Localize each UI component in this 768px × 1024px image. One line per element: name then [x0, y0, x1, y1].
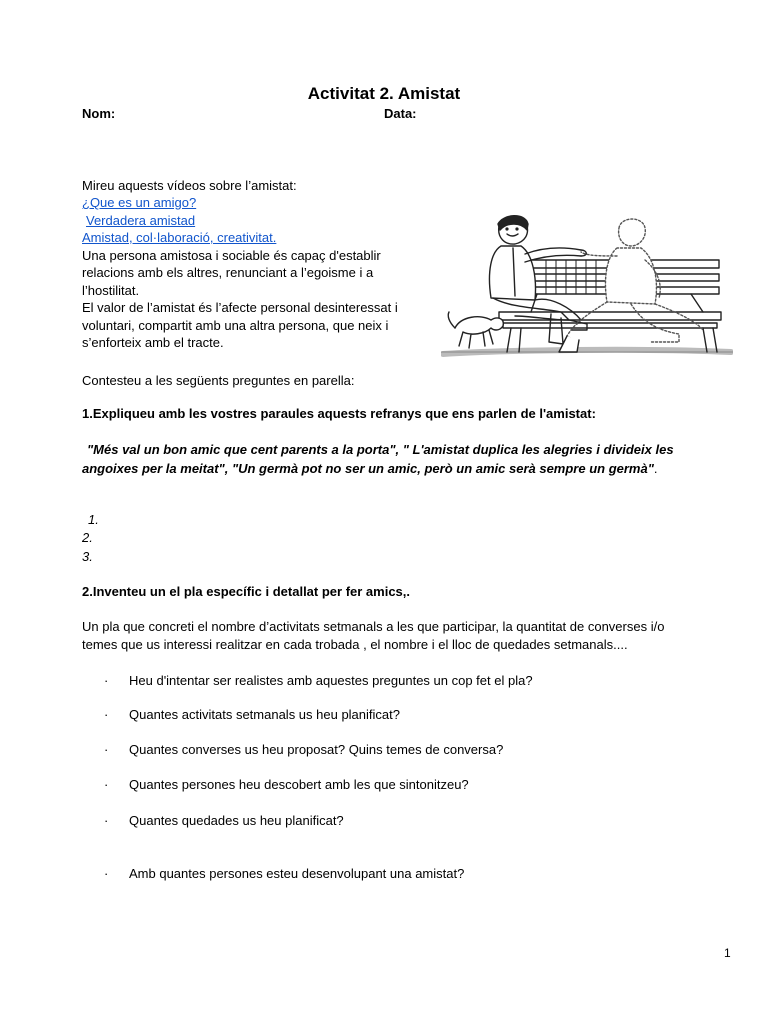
list-item: · Quantes converses us heu proposat? Quins temes de conversa?: [104, 742, 504, 757]
bullet-icon: ·: [104, 707, 109, 722]
bullet-icon: ·: [104, 813, 109, 828]
list-item: · Amb quantes persones esteu desenvolupant una amistat?: [104, 866, 465, 881]
paragraph-line: voluntari, compartit amb una altra persona, que neix i: [82, 318, 389, 333]
question-2-heading: 2.Inventeu un el pla específic i detallat per fer amics,.: [82, 584, 411, 599]
bullet-icon: ·: [104, 866, 109, 881]
proverbs-quote-line: angoixes per la meitat", "Un germà pot no ser un amic, però un amic serà sempre un germà".: [82, 461, 658, 476]
video-link-verdadera-amistad[interactable]: Verdadera amistad: [86, 213, 196, 228]
question-1-heading: 1.Expliqueu amb les vostres paraules aquests refranys que ens parlen de l'amistat:: [82, 406, 596, 421]
video-link-que-es-un-amigo[interactable]: ¿Que es un amigo?: [82, 195, 197, 210]
paragraph-line: l’hostilitat.: [82, 283, 140, 298]
bullet-icon: ·: [104, 673, 109, 688]
plan-description-line: temes que us interessi realitzar en cada trobada , el nombre i el lloc de quedades setmanals....: [82, 637, 628, 652]
list-item: · Quantes activitats setmanals us heu planificat?: [104, 707, 400, 722]
list-item: · Quantes quedades us heu planificat?: [104, 813, 344, 828]
page-title: Activitat 2. Amistat: [307, 84, 461, 103]
page-number: 1: [724, 946, 731, 960]
data-label: Data:: [384, 106, 417, 121]
friends-on-bench-illustration: [441, 212, 733, 358]
answer-number-3: 3.: [82, 549, 93, 564]
paragraph-line: relacions amb els altres, renunciant a l’egoisme i a: [82, 265, 374, 280]
plan-description-line: Un pla que concreti el nombre d’activitats setmanals a les que participar, la quantitat de converses i/o: [82, 619, 665, 634]
proverbs-quote-line: "Més val un bon amic que cent parents a la porta", " L'amistat duplica les alegries i divideix les: [87, 442, 674, 457]
intro-text: Mireu aquests vídeos sobre l’amistat:: [82, 178, 297, 193]
paragraph-line: Una persona amistosa i sociable és capaç d'establir: [82, 248, 381, 263]
bullet-icon: ·: [104, 777, 109, 792]
instruction-text: Contesteu a les següents preguntes en parella:: [82, 373, 355, 388]
nom-label: Nom:: [82, 106, 116, 121]
answer-number-1: 1.: [88, 512, 99, 527]
bullet-icon: ·: [104, 742, 109, 757]
paragraph-line: El valor de l’amistat és l’afecte personal desinteressat i: [82, 300, 398, 315]
list-item: · Heu d'intentar ser realistes amb aquestes preguntes un cop fet el pla?: [104, 673, 533, 688]
video-link-amistad-colaboracio[interactable]: Amistad, col·laboració, creativitat.: [82, 230, 277, 245]
answer-number-2: 2.: [82, 530, 93, 545]
list-item: · Quantes persones heu descobert amb les que sintonitzeu?: [104, 777, 469, 792]
paragraph-line: s’enforteix amb el tracte.: [82, 335, 224, 350]
